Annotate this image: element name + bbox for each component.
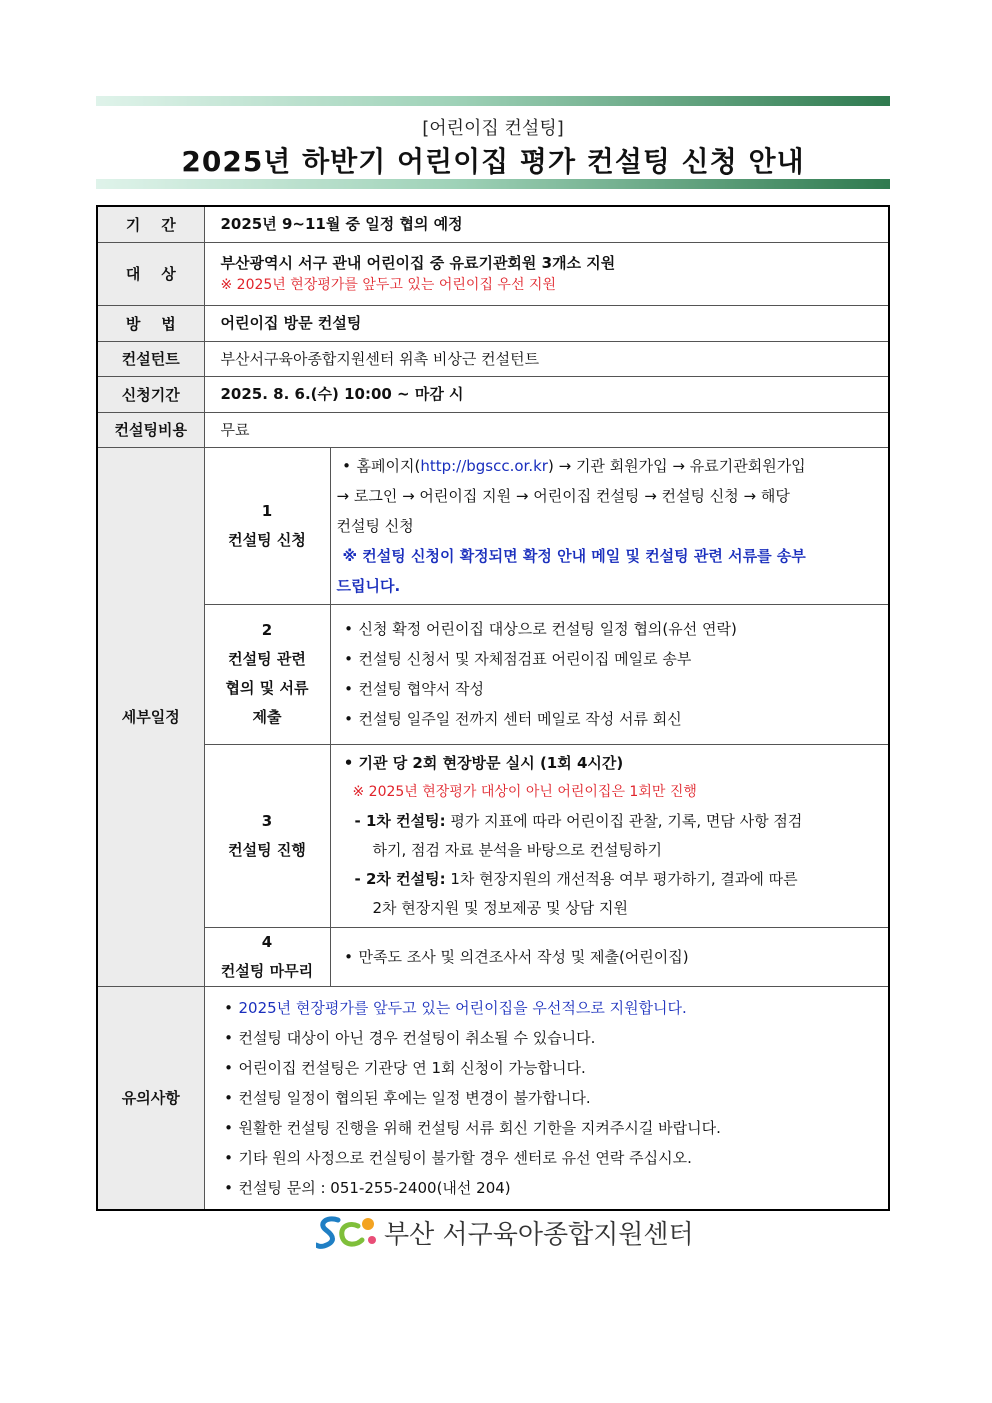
step1-line1-prefix: 홈페이지( — [356, 456, 421, 475]
schedule-step2-row — [97, 604, 889, 744]
step3-name: 컨설팅 진행 — [228, 840, 306, 859]
schedule-step1-row — [97, 447, 889, 604]
label-apply-period: 신청기간 — [97, 376, 204, 412]
label-cost: 컨설팅비용 — [97, 412, 204, 447]
step4-item: 만족도 조사 및 의견조사서 작성 및 제출(어린이집) — [358, 947, 689, 966]
step3-main: • 기관 당 2회 현장방문 실시 (1회 4시간) — [343, 753, 624, 772]
row-cost — [97, 412, 889, 447]
row-apply-period — [97, 376, 889, 412]
step2-name-line2: 협의 및 서류 — [225, 679, 309, 697]
step2-item-4: 컨설팅 일주일 전까지 센터 메일로 작성 서류 회신 — [358, 710, 682, 728]
value-method: 어린이집 방문 컨설팅 — [204, 305, 889, 341]
document-title: 2025년 하반기 어린이집 평가 컨설팅 신청 안내 — [181, 145, 805, 178]
step2-detail — [330, 604, 889, 744]
value-apply-period: 2025. 8. 6.(수) 10:00 ~ 마감 시 — [204, 376, 889, 412]
target-note: ※ 2025년 현장평가를 앞두고 있는 어린이집 우선 지원 — [220, 276, 556, 293]
step1-number: 1 — [261, 501, 273, 520]
row-method — [97, 305, 889, 341]
list-item: • 신청 확정 어린이집 대상으로 컨설팅 일정 협의(유선 연락) — [344, 620, 737, 638]
label-schedule: 세부일정 — [97, 447, 204, 986]
value-consultant: 부산서구육아종합지원센터 위촉 비상근 컨설턴트 — [204, 341, 889, 376]
step2-item-3: 컨설팅 협약서 작성 — [358, 680, 484, 698]
note-item-2: 컨설팅 대상이 아닌 경우 컨설팅이 취소될 수 있습니다. — [238, 1028, 596, 1047]
note-item-3: 어린이집 컨설팅은 기관당 연 1회 신청이 가능합니다. — [238, 1058, 586, 1077]
step4-detail — [330, 927, 889, 986]
step1-name: 컨설팅 신청 — [228, 530, 306, 549]
footer — [316, 1212, 694, 1252]
schedule-step3-row — [97, 744, 889, 927]
step2-title — [204, 604, 330, 744]
value-cost: 무료 — [204, 412, 889, 447]
label-consultant: 컨설턴트 — [97, 341, 204, 376]
list-item: • 기타 원의 사정으로 컨실팅이 불가할 경우 센터로 유선 연락 주십시오. — [224, 1148, 692, 1167]
document-subtitle: [어린이집 컨설팅] — [422, 118, 564, 139]
bullet: • — [342, 456, 351, 475]
step1-title — [204, 447, 330, 604]
note-item-1: 2025년 현장평가를 앞두고 있는 어린이집을 우선적으로 지원합니다. — [238, 998, 687, 1017]
list-item: • 컨설팅 신청서 및 자체점검표 어린이집 메일로 송부 — [344, 650, 692, 668]
first-consulting-text2: 하기, 점검 자료 분석을 바탕으로 컨설팅하기 — [372, 840, 662, 859]
label-period: 기 간 — [97, 206, 204, 242]
step3-title — [204, 744, 330, 927]
step1-note-line1: ※ 컨설팅 신청이 확정되면 확정 안내 메일 및 컨설팅 관련 서류를 송부 — [342, 546, 806, 565]
note-item-7: 컨설팅 문의 : 051-255-2400(내선 204) — [238, 1178, 511, 1197]
list-item: • 컨설팅 일정이 협의된 후에는 일정 변경이 불가합니다. — [224, 1088, 591, 1107]
step2-item-1: 신청 확정 어린이집 대상으로 컨설팅 일정 협의(유선 연락) — [358, 620, 737, 638]
step2-name-line1: 컨설팅 관련 — [228, 650, 306, 668]
list-item: • 2025년 현장평가를 앞두고 있는 어린이집을 우선적으로 지원합니다. — [224, 998, 687, 1017]
info-table — [96, 205, 890, 1211]
first-consulting-text1: 평가 지표에 따라 어린이집 관찰, 기록, 면담 사항 점검 — [450, 811, 803, 830]
row-period — [97, 206, 889, 242]
step2-number: 2 — [261, 621, 273, 639]
step3-main-text: 기관 당 2회 현장방문 실시 (1회 4시간) — [358, 753, 624, 772]
row-target — [97, 242, 889, 305]
homepage-link[interactable]: http://bgscc.or.kr — [420, 456, 548, 475]
list-item: • 컨설팅 문의 : 051-255-2400(내선 204) — [224, 1178, 511, 1197]
list-item: • 원활한 컨설팅 진행을 위해 컨설팅 서류 회신 기한을 지켜주시길 바랍니다. — [224, 1118, 721, 1137]
row-consultant — [97, 341, 889, 376]
step3-number: 3 — [261, 811, 273, 830]
step1-note-line2: 드립니다. — [336, 576, 401, 595]
target-text: 부산광역시 서구 관내 어린이집 중 유료기관회원 3개소 지원 — [220, 253, 616, 272]
step4-name: 컨설팅 마무리 — [220, 961, 314, 980]
center-logo-icon — [316, 1212, 378, 1252]
list-item: • 만족도 조사 및 의견조사서 작성 및 제출(어린이집) — [344, 947, 689, 966]
center-name: 부산 서구육아종합지원센터 — [384, 1219, 694, 1250]
step1-detail — [330, 447, 889, 604]
header-bottom-bar — [96, 179, 890, 189]
label-target: 대 상 — [97, 242, 204, 305]
row-notes — [97, 986, 889, 1210]
step3-note: ※ 2025년 현장평가 대상이 아닌 어린이집은 1회만 진행 — [352, 783, 697, 800]
step1-line1-suffix: ) → 기관 회원가입 → 유료기관회원가입 — [547, 456, 806, 475]
second-consulting-label: - 2차 컨설팅: — [354, 869, 446, 888]
first-consulting-label: - 1차 컨설팅: — [354, 811, 446, 830]
step2-name-line3: 제출 — [252, 708, 282, 726]
list-item: • 어린이집 컨설팅은 기관당 연 1회 신청이 가능합니다. — [224, 1058, 586, 1077]
step4-number: 4 — [261, 932, 273, 951]
header-top-bar — [96, 96, 890, 106]
note-item-6: 기타 원의 사정으로 컨실팅이 불가할 경우 센터로 유선 연락 주십시오. — [238, 1148, 692, 1167]
second-consulting-text1: 1차 현장지원의 개선적용 여부 평가하기, 결과에 따른 — [450, 869, 798, 888]
label-method: 방 법 — [97, 305, 204, 341]
step1-line1 — [337, 451, 885, 481]
list-item: • 컨설팅 대상이 아닌 경우 컨설팅이 취소될 수 있습니다. — [224, 1028, 596, 1047]
notes-list — [204, 986, 889, 1210]
list-item: • 컨설팅 협약서 작성 — [344, 680, 484, 698]
step3-first — [337, 807, 885, 836]
note-item-4: 컨설팅 일정이 협의된 후에는 일정 변경이 불가합니다. — [238, 1088, 591, 1107]
step4-title — [204, 927, 330, 986]
note-item-5: 원활한 컨설팅 진행을 위해 컨설팅 서류 회신 기한을 지켜주시길 바랍니다. — [238, 1118, 721, 1137]
value-period: 2025년 9~11월 중 일정 협의 예정 — [204, 206, 889, 242]
step1-line3: 컨설팅 신청 — [336, 516, 414, 535]
step2-item-2: 컨설팅 신청서 및 자체점검표 어린이집 메일로 송부 — [358, 650, 692, 668]
label-notes: 유의사항 — [97, 986, 204, 1210]
step3-second — [337, 865, 885, 894]
list-item: • 컨설팅 일주일 전까지 센터 메일로 작성 서류 회신 — [344, 710, 682, 728]
second-consulting-text2: 2차 현장지원 및 정보제공 및 상담 지원 — [372, 898, 629, 917]
schedule-step4-row — [97, 927, 889, 986]
step3-detail — [330, 744, 889, 927]
step1-line2: → 로그인 → 어린이집 지원 → 어린이집 컨설팅 → 컨설팅 신청 → 해당 — [336, 486, 790, 505]
value-target — [204, 242, 889, 305]
